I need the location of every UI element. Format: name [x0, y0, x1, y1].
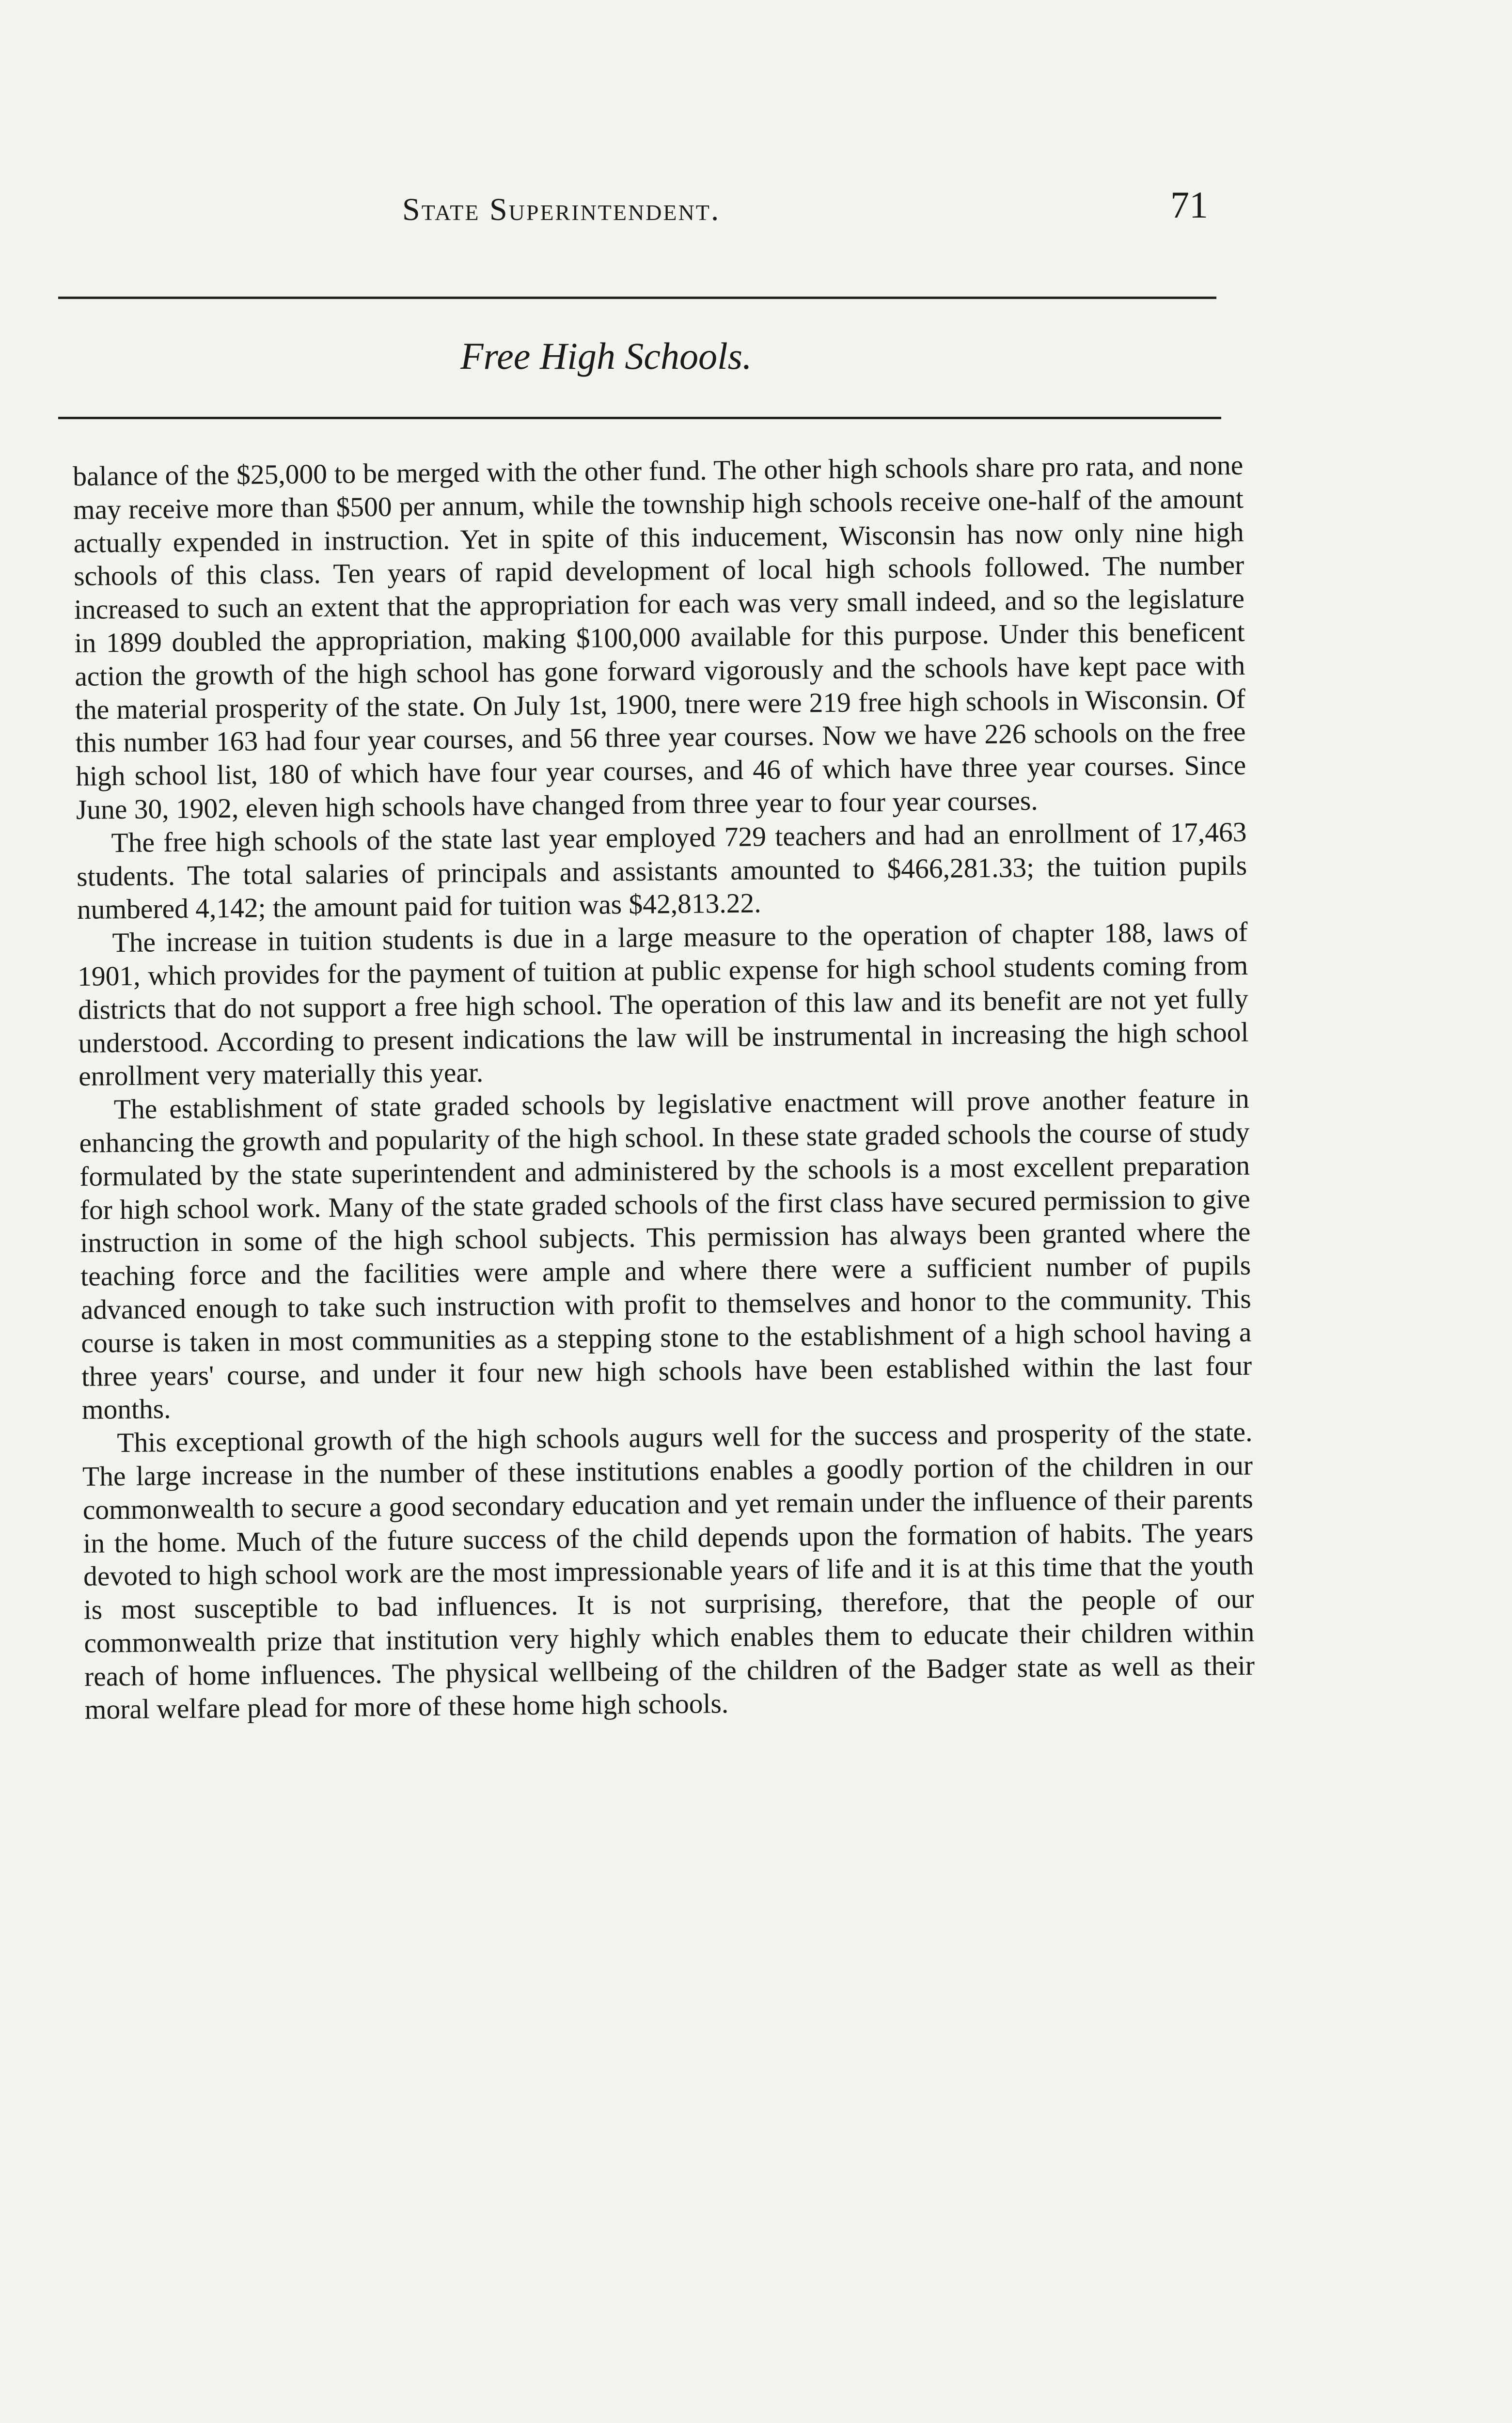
- paragraph-tuition: The increase in tuition students is due in a large measure to the operation of chapter 188, laws of 1901, which provides for the payment of tuition at public expense for high school students coming from districts that do not support a free high school. The operation of this law and its benefit are not yet fully understood. According to present indications the law will be instrumental in increasing the high school enrollment very materially this year.: [77, 916, 1249, 1092]
- top-rule: [58, 297, 1216, 299]
- page-number: 71: [1170, 184, 1208, 226]
- bottom-rule: [58, 417, 1221, 419]
- running-head: State Superintendent.: [402, 192, 721, 227]
- paragraph-continued: balance of the $25,000 to be merged with the other fund. The other high schools share pro rata, and none may receive more than $500 per annum, while the township high schools receive one-half of the amount actually expended in instruction. Yet in spite of this inducement, Wisconsin has now only nine high schools of this class. Ten years of rapid development of local high schools followed. The number increased to such an extent that the appropriation for each was very small indeed, and so the legislature in 1899 doubled the appropriation, making $100,000 available for this purpose. Under this beneficent action the growth of the high school has gone forward vigorously and the schools have kept pace with the material prosperity of the state. On July 1st, 1900, tnere were 219 free high schools in Wisconsin. Of this number 163 had four year courses, and 56 three year courses. Now we have 226 schools on the free high school list, 180 of which have four year courses, and 46 of which have three year courses. Since June 30, 1902, eleven high schools have changed from three year to four year courses.: [73, 450, 1246, 825]
- paragraph-state-graded-schools: The establishment of state graded schools by legislative enactment will prove another feature in enhancing the growth and popularity of the high school. In these state graded schools the course of study formulated by the state superintendent and administered by the schools is a most excellent preparation for high school work. Many of the state graded schools of the first class have secured permission to give instruction in some of the high school subjects. This permission has always been granted where the teaching force and the facilities were ample and where there were a sufficient number of pupils advanced enough to take such instruction with profit to themselves and honor to the community. This course is taken in most communities as a stepping stone to the establishment of a high school having a three years' course, and under it four new high schools have been established within the last four months.: [79, 1083, 1252, 1426]
- paragraph-conclusion: This exceptional growth of the high schools augurs well for the success and prosperity of the state. The large increase in the number of these institutions enables a goodly portion of the children in our commonwealth to secure a good secondary education and yet remain under the influence of their parents in the home. Much of the future success of the child depends upon the formation of habits. The years devoted to high school work are the most impressionable years of life and it is at this time that the youth is most susceptible to bad influences. It is not surprising, therefore, that the people of our commonwealth prize that institution very highly which enables them to educate their children within reach of home influences. The physical wellbeing of the children of the Badger state as well as their moral welfare plead for more of these home high schools.: [82, 1416, 1255, 1726]
- section-title: Free High Schools.: [460, 335, 752, 377]
- body-text: [73, 449, 1255, 1727]
- paragraph-enrollment: The free high schools of the state last year employed 729 teachers and had an enrollment of 17,463 students. The total salaries of principals and assistants amounted to $466,281.33; the tuition pupils numbered 4,142; the amount paid for tuition was $42,813.22.: [76, 817, 1247, 926]
